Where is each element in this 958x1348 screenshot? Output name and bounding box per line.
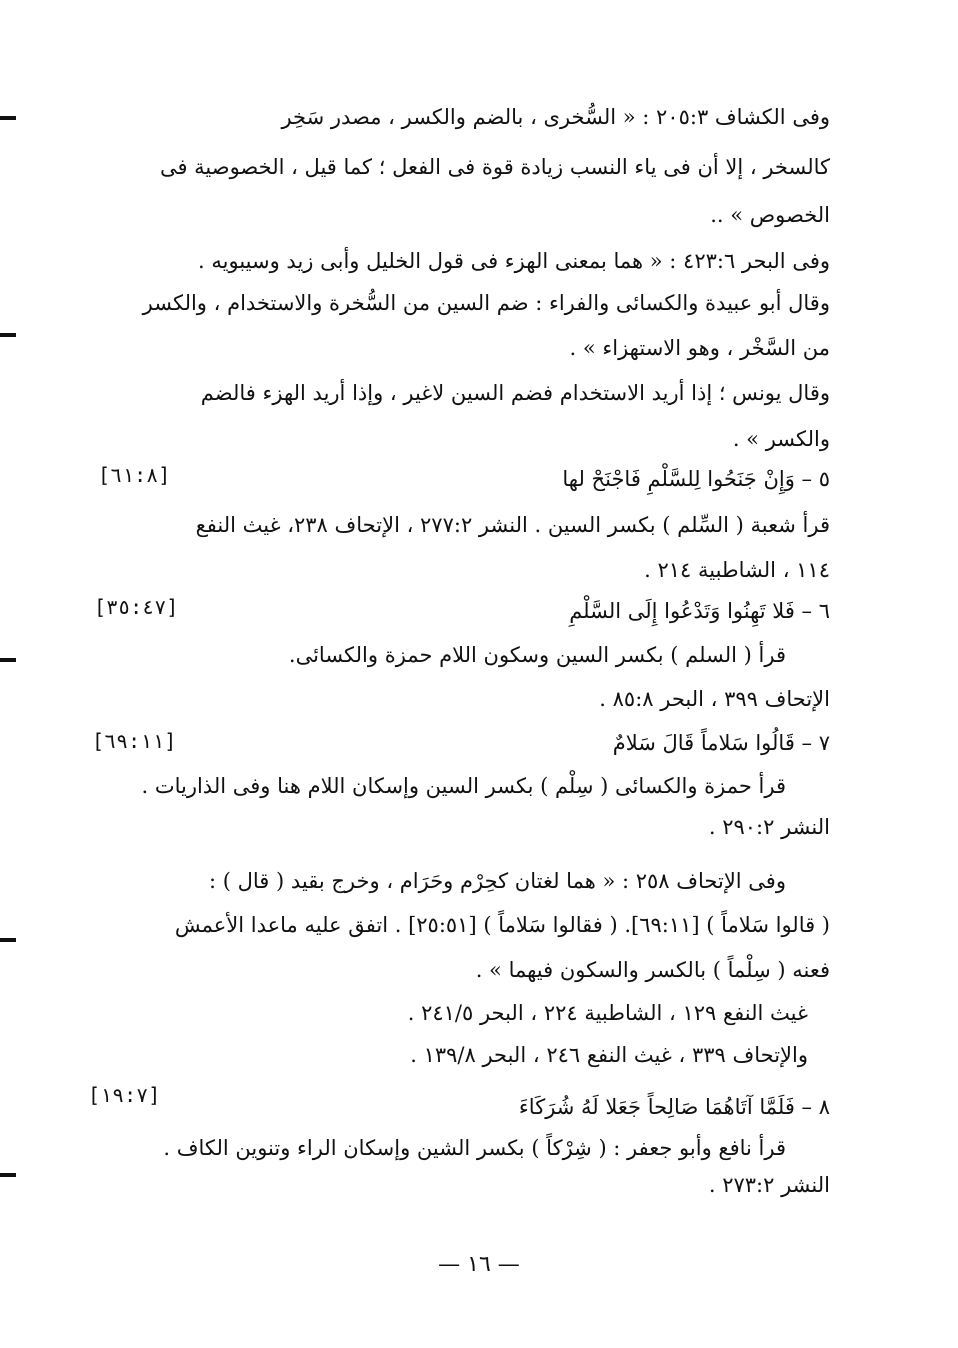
verse-reference: [٣٥:٤٧] — [94, 595, 179, 619]
verse-line: ٦ – فَلا تَهِنُوا وَتَدْعُوا إِلَى السَّلْمِ — [569, 599, 830, 623]
page-number: — ١٦ — — [438, 1252, 520, 1277]
text-line: النشر ٢٧٣:٢ . — [708, 1173, 830, 1197]
text-line: قرأ شعبة ( السِّلم ) بكسر السين . النشر ٢٧٧:٢ ، الإتحاف ٢٣٨، غيث النفع — [195, 513, 830, 537]
text-line: كالسخر ، إلا أن فى ياء النسب زيادة قوة فى الفعل ؛ كما قيل ، الخصوصية فى — [159, 155, 830, 179]
text-line: الإتحاف ٣٩٩ ، البحر ٨٥:٨ . — [599, 687, 830, 711]
text-line: قرأ نافع وأبو جعفر : ( شِرْكاً ) بكسر الشين وإسكان الراء وتنوين الكاف . — [163, 1136, 786, 1160]
text-line: غيث النفع ١٢٩ ، الشاطبية ٢٢٤ ، البحر ٢٤١/٥ . — [407, 1001, 808, 1025]
margin-mark — [0, 333, 16, 337]
verse-reference: [٦١:٨] — [98, 463, 171, 487]
text-line: الخصوص » .. — [710, 203, 830, 227]
margin-mark — [0, 938, 16, 942]
verse-line: ٧ – قَالُوا سَلاماً قَالَ سَلامٌ — [612, 731, 830, 755]
text-line: من السَّخْر ، وهو الاستهزاء » . — [569, 336, 830, 360]
margin-mark — [0, 1173, 16, 1177]
text-line: النشر ٢٩٠:٢ . — [708, 815, 830, 839]
verse-reference: [٦٩:١١] — [92, 729, 177, 753]
text-line: وفى الإتحاف ٢٥٨ : « هما لغتان كحِرْم وحَرَام ، وخرج بقيد ( قال ) : — [209, 869, 786, 893]
verse-line: ٥ – وَإِنْ جَنَحُوا لِلسَّلْمِ فَاجْنَحْ لها — [562, 467, 830, 491]
text-line: ( قالوا سَلاماً ) [٦٩:١١]. ( فقالوا سَلاماً ) [٢٥:٥١] . اتفق عليه ماعدا الأعمش — [174, 913, 830, 937]
text-line: وقال يونس ؛ إذا أريد الاستخدام فضم السين لاغير ، وإذا أريد الهزء فالضم — [200, 381, 830, 405]
text-line: قرأ حمزة والكسائى ( سِلْم ) بكسر السين وإسكان اللام هنا وفى الذاريات . — [141, 774, 786, 798]
text-line: والكسر » . — [732, 427, 830, 451]
verse-reference: [١٩:٧] — [88, 1083, 161, 1107]
text-line: والإتحاف ٣٣٩ ، غيث النفع ٢٤٦ ، البحر ١٣٩/٨ . — [410, 1043, 808, 1067]
margin-mark — [0, 658, 16, 662]
margin-mark — [0, 116, 16, 120]
text-line: فعنه ( سِلْماً ) بالكسر والسكون فيهما » . — [475, 958, 830, 982]
text-line: ١١٤ ، الشاطبية ٢١٤ . — [644, 558, 830, 582]
text-line: وقال أبو عبيدة والكسائى والفراء : ضم السين من السُّخرة والاستخدام ، والكسر — [142, 291, 830, 315]
verse-line: ٨ – فَلَمَّا آتَاهُمَا صَالِحاً جَعَلا لَهُ شُرَكَاءَ — [518, 1095, 830, 1119]
text-line: قرأ ( السلم ) بكسر السين وسكون اللام حمزة والكسائى. — [288, 643, 786, 667]
text-line: وفى الكشاف ٢٠٥:٣ : « السُّخرى ، بالضم والكسر ، مصدر سَخِر — [281, 105, 830, 129]
text-line: وفى البحر ٤٢٣:٦ : « هما بمعنى الهزء فى قول الخليل وأبى زيد وسيبويه . — [198, 249, 830, 273]
